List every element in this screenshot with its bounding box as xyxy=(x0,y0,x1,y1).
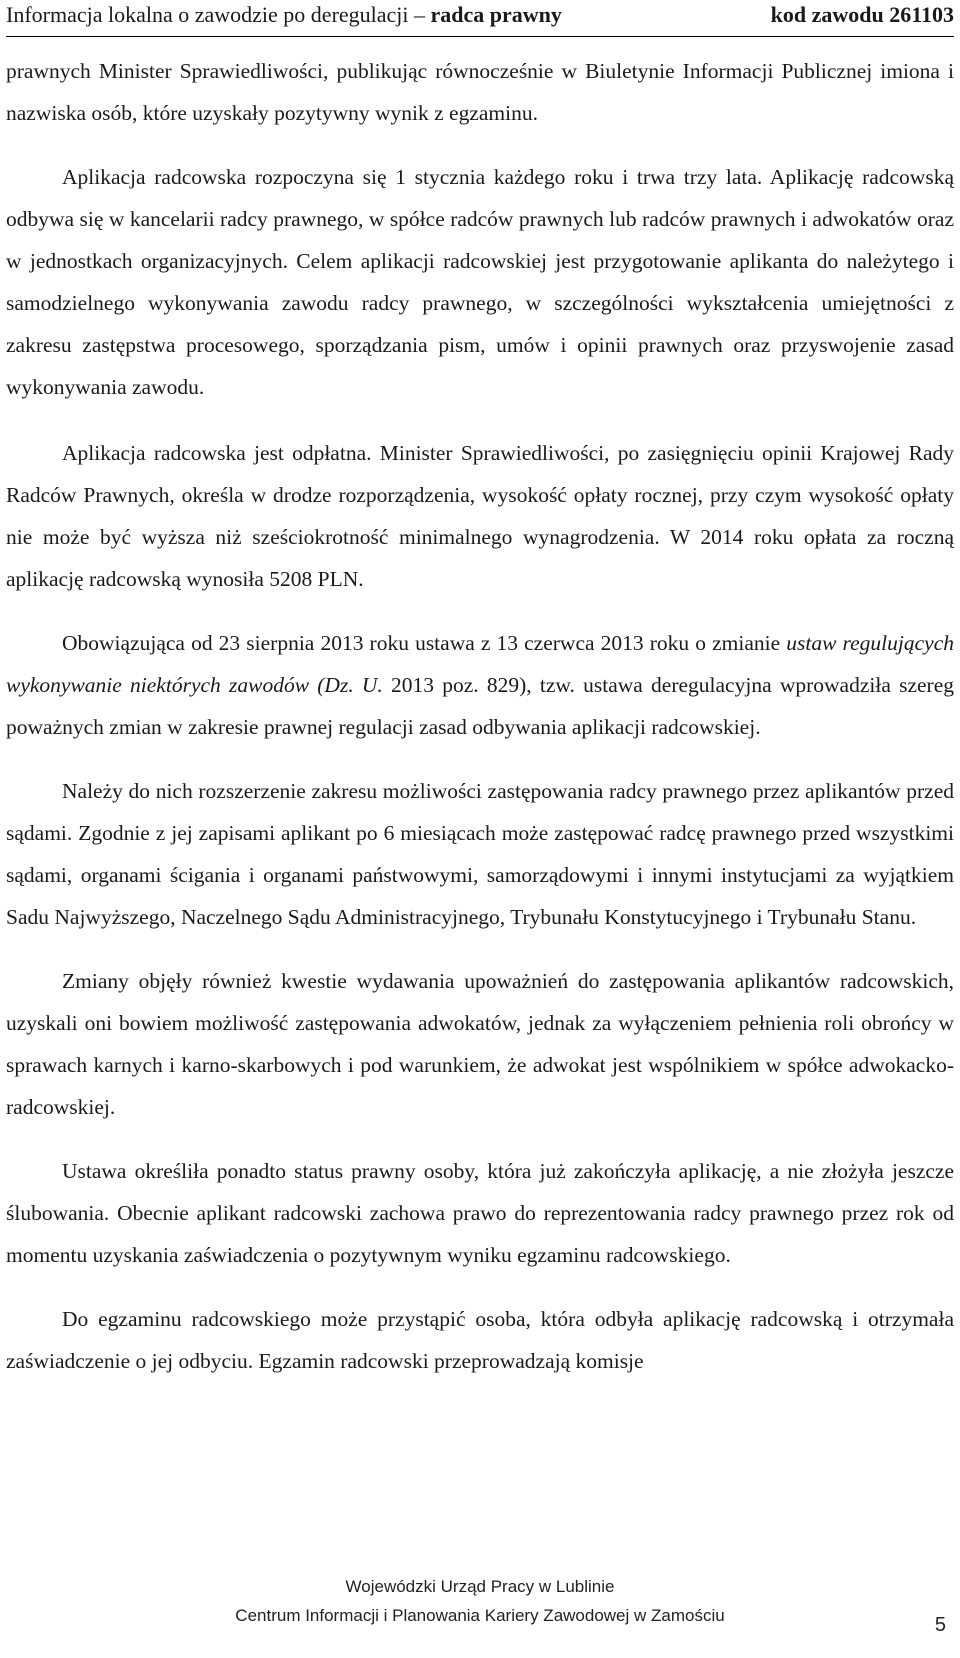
paragraph-legal-status: Ustawa określiła ponadto status prawny osoby, która już zakończyła aplikację, a nie złożyła jeszcze ślubowania. Obecnie aplikant radcowski zachowa prawo do reprezentowania radcy prawnego przez rok od momentu uzyskania zaświadczenia o pozytywnym wyniku egzaminu radcowskiego. xyxy=(6,1159,954,1267)
act-rest: 2013 poz. 829), tzw. ustawa deregulacyjna wprowadziła szereg poważnych zmian w zakresie prawnej regulacji zasad odbywania aplikacji radcowskiej. xyxy=(6,673,954,739)
paragraph-representation-scope: Należy do nich rozszerzenie zakresu możliwości zastępowania radcy prawnego przez aplikantów przed sądami. Zgodnie z jej zapisami aplikant po 6 miesiącach może zastępować radcę prawnego przed wszystkimi sądami, organami ścigania i organami państwowymi, samorządowymi i innymi instytucjami za wyjątkiem Sadu Najwyższego, Naczelnego Sądu Administracyjnego, Trybunału Konstytucyjnego i Trybunału Stanu. xyxy=(6,779,954,929)
header-title-occupation: radca prawny xyxy=(430,2,562,27)
paragraph-application-duration: Aplikacja radcowska rozpoczyna się 1 stycznia każdego roku i trwa trzy lata. Aplikację radcowską odbywa się w kancelarii radcy prawnego, w spółce radców prawnych lub radców prawnych i adwokatów oraz w jednostkach organizacyjnych. Celem aplikacji radcowskiej jest przygotowanie aplikanta do należytego i samodzielnego wykonywania zawodu radcy prawnego, w szczególności wykształcenia umiejętności z zakresu zastępstwa procesowego, sporządzania pism, umów i opinii prawnych oraz przyswojenie zasad wykonywania zawodu. xyxy=(6,165,954,399)
page-footer xyxy=(0,1572,960,1630)
header-occupation-code: kod zawodu 261103 xyxy=(770,2,954,27)
act-intro: Obowiązująca od 23 sierpnia 2013 roku ustawa z 13 czerwca 2013 roku o zmianie xyxy=(62,631,787,655)
paragraph-deregulation-act xyxy=(6,622,954,748)
paragraph-authorizations: Zmiany objęły również kwestie wydawania upoważnień do zastępowania aplikantów radcowskich, uzyskali oni bowiem możliwość zastępowania adwokatów, jednak za wyłączeniem pełnienia roli obrońcy w sprawach karnych i karno-skarbowych i pod warunkiem, że adwokat jest wspólnikiem w spółce adwokacko-radcowskiej. xyxy=(6,969,954,1119)
header-title xyxy=(6,2,562,28)
act-title: ustaw regulujących wykonywanie niektórych zawodów (Dz. U. xyxy=(6,631,954,697)
document-body xyxy=(6,50,954,1382)
footer-center: Centrum Informacji i Planowania Kariery Zawodowej w Zamościu xyxy=(235,1606,725,1625)
running-header xyxy=(6,0,954,37)
page-number: 5 xyxy=(934,1614,946,1636)
header-title-prefix: Informacja lokalna o zawodzie po deregulacji – xyxy=(6,2,431,27)
footer-office: Wojewódzki Urząd Pracy w Lublinie xyxy=(345,1577,615,1596)
paragraph-exam: Do egzaminu radcowskiego może przystąpić osoba, która odbyła aplikację radcowską i otrzymała zaświadczenie o jej odbyciu. Egzamin radcowski przeprowadzają komisje xyxy=(6,1307,954,1373)
paragraph-continued: prawnych Minister Sprawiedliwości, publikując równocześnie w Biuletynie Informacji Publicznej imiona i nazwiska osób, które uzyskały pozytywny wynik z egzaminu. xyxy=(6,59,954,125)
paragraph-application-fee: Aplikacja radcowska jest odpłatna. Minister Sprawiedliwości, po zasięgnięciu opinii Krajowej Rady Radców Prawnych, określa w drodze rozporządzenia, wysokość opłaty rocznej, przy czym wysokość opłaty nie może być wyższa niż sześciokrotność minimalnego wynagrodzenia. W 2014 roku opłata za roczną aplikację radcowską wynosiła 5208 PLN. xyxy=(6,441,954,591)
